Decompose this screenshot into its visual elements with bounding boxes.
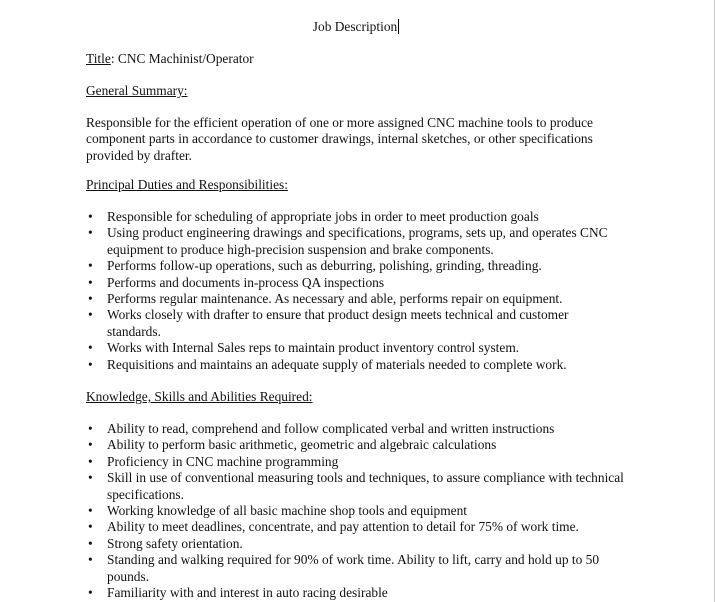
list-item: [86, 519, 631, 535]
list-item-text: Working knowledge of all basic machine shop tools and equipment: [107, 503, 468, 519]
list-item-text: Using product engineering drawings and specifications, programs, sets up, and operates CNC: [107, 225, 608, 241]
list-item: [86, 536, 631, 552]
list-item-text: pounds.: [107, 568, 150, 584]
duties-heading: Principal Duties and Responsibilities:: [86, 177, 288, 192]
list-item: [86, 421, 631, 437]
duties-list: [86, 209, 631, 373]
bullet-icon: •: [88, 356, 93, 372]
skills-heading: Knowledge, Skills and Abilities Required:: [86, 389, 313, 404]
list-item-text: standards.: [107, 323, 161, 339]
summary-line: component parts in accordance to customer drawings, internal sketches, or other specifications: [86, 131, 593, 147]
bullet-icon: •: [88, 519, 93, 535]
list-item: [86, 258, 631, 274]
list-item: [86, 585, 631, 601]
list-item-text: Skill in use of conventional measuring tools and techniques, to assure compliance with technical: [107, 470, 624, 486]
list-item-text: Ability to read, comprehend and follow complicated verbal and written instructions: [107, 421, 555, 436]
list-item-text: Standing and walking required for 90% of work time. Ability to lift, carry and hold up to 50: [107, 552, 600, 568]
list-item: [86, 225, 631, 258]
bullet-icon: •: [88, 307, 93, 323]
list-item-text: Ability to meet deadlines, concentrate, and pay attention to detail for 75% of work time.: [107, 519, 579, 535]
summary-line: Responsible for the efficient operation of one or more assigned CNC machine tools to produce: [86, 115, 593, 130]
bullet-icon: •: [88, 421, 93, 436]
list-item-text: Ability to perform basic arithmetic, geometric and algebraic calculations: [107, 437, 497, 453]
bullet-icon: •: [88, 437, 93, 453]
list-item-text: Strong safety orientation.: [107, 535, 243, 551]
job-title-label: Title: [86, 51, 111, 66]
skills-list: [86, 421, 631, 601]
general-summary-paragraph: [86, 115, 626, 164]
bullet-icon: •: [88, 585, 93, 601]
bullet-icon: •: [88, 453, 93, 469]
document-heading-text: Job Description: [312, 19, 398, 34]
list-item-text: Proficiency in CNC machine programming: [107, 453, 339, 469]
list-item: [86, 454, 631, 470]
general-summary-heading: General Summary:: [86, 83, 188, 98]
list-item: [86, 340, 631, 356]
bullet-icon: •: [88, 552, 93, 568]
document-heading[interactable]: [86, 19, 626, 35]
bullet-icon: •: [88, 225, 93, 241]
list-item: [86, 357, 631, 373]
list-item: [86, 437, 631, 453]
list-item-text: Performs regular maintenance. As necessary and able, performs repair on equipment.: [107, 291, 563, 307]
bullet-icon: •: [88, 258, 93, 274]
list-item-text: Performs and documents in-process QA inspections: [107, 274, 385, 290]
list-item: [86, 470, 631, 503]
list-item-text: Familiarity with and interest in auto racing desirable: [107, 585, 388, 601]
list-item-text: Works with Internal Sales reps to maintain product inventory control system.: [107, 340, 520, 356]
list-item: [86, 307, 631, 340]
bullet-icon: •: [88, 209, 93, 224]
list-item-text: equipment to produce high-precision suspension and brake components.: [107, 241, 494, 257]
bullet-icon: •: [88, 503, 93, 519]
list-item: [86, 503, 631, 519]
list-item-text: Requisitions and maintains an adequate supply of materials needed to complete work.: [107, 356, 567, 372]
summary-line: provided by drafter.: [86, 147, 192, 163]
text-cursor: [398, 19, 399, 34]
bullet-icon: •: [88, 291, 93, 307]
list-item-text: Performs follow-up operations, such as deburring, polishing, grinding, threading.: [107, 258, 542, 274]
bullet-icon: •: [88, 340, 93, 356]
bullet-icon: •: [88, 535, 93, 551]
list-item-text: Works closely with drafter to ensure that product design meets technical and customer: [107, 307, 569, 323]
bullet-icon: •: [88, 274, 93, 290]
list-item: [86, 552, 631, 585]
list-item-text: specifications.: [107, 486, 184, 502]
job-title-value: : CNC Machinist/Operator: [110, 51, 254, 66]
bullet-icon: •: [88, 470, 93, 486]
list-item: [86, 209, 631, 225]
list-item-text: Responsible for scheduling of appropriate jobs in order to meet production goals: [107, 209, 539, 224]
list-item: [86, 291, 631, 307]
list-item: [86, 275, 631, 291]
job-title-line: [86, 51, 254, 67]
